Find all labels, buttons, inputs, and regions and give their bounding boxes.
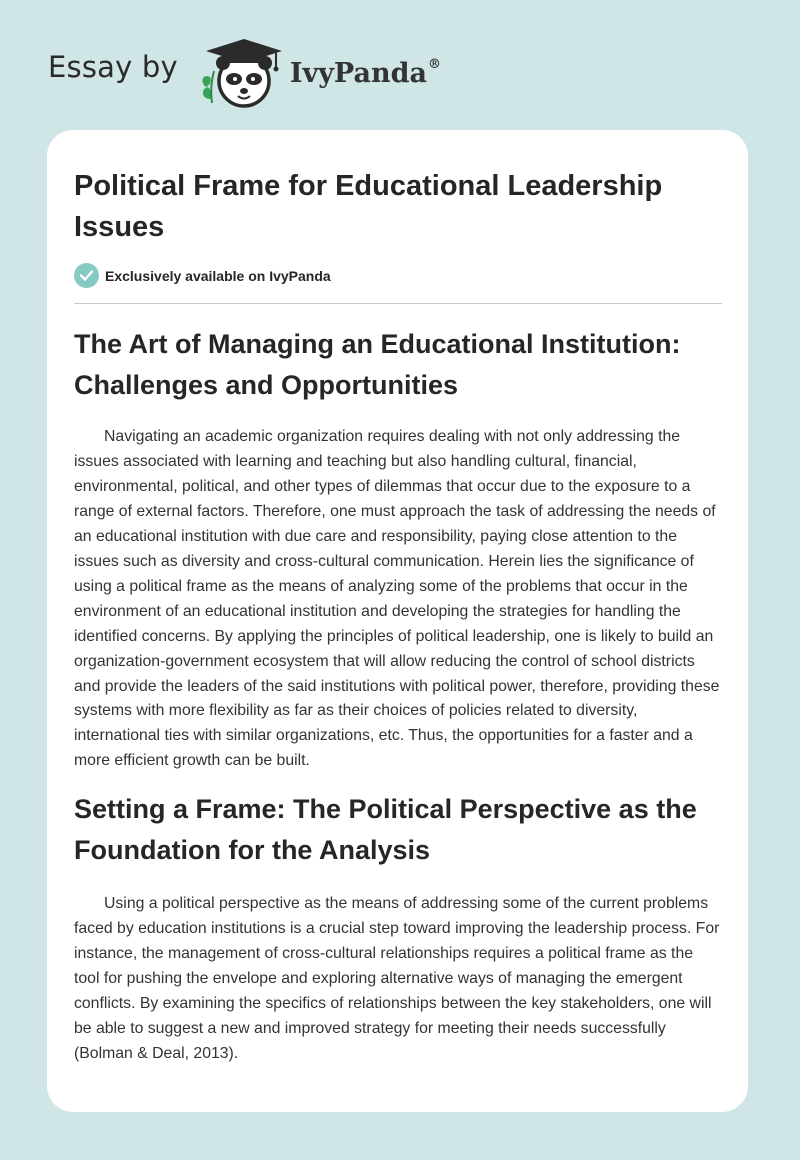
site-header [48,34,441,114]
essay-by-label: Essay by [48,50,178,84]
essay-card [47,130,748,1112]
divider [74,303,722,304]
panda-graduation-cap-icon [196,33,286,111]
badge-text: Exclusively available on IvyPanda [105,267,331,284]
section-paragraph: Using a political perspective as the means of addressing some of the current problems faced by education institutions is a crucial step toward improving the leadership process. For instance, the management of cross-cultural relationships requires a political frame as the tool for pushing the envelope and exploring alternative ways of managing the emergent conflicts. By examining the specifics of relationships between the key stakeholders, one will be able to suggest a new and improved strategy for meeting their needs successfully (Bolman & Deal, 2013). [74,895,720,1062]
check-circle-icon [74,263,99,288]
page-title: Political Frame for Educational Leadership Issues [74,170,663,243]
registered-mark: ® [427,57,441,72]
brand-text: IvyPanda [289,58,427,89]
brand-name[interactable] [290,57,441,89]
section-heading: Setting a Frame: The Political Perspective as the Foundation for the Analysis [74,794,697,865]
section-heading: The Art of Managing an Educational Institution: Challenges and Opportunities [74,329,681,400]
section-paragraph: Navigating an academic organization requires dealing with not only addressing the issues associated with learning and teaching but also handling cultural, financial, environmental, political, and other types of dilemmas that occur due to the exposure to a range of external factors. Therefore, one must approach the task of addressing the needs of an educational institution with due care and responsibility, paying close attention to the issues such as diversity and cross-cultural communication. Herein lies the significance of using a political frame as the means of analyzing some of the problems that occur in the environment of an educational institution and developing the strategies for handling the identified concerns. By applying the principles of political leadership, one is likely to build an organization-government ecosystem that will allow reducing the control of school districts and provide the leaders of the said institutions with political power, therefore, providing these systems with more flexibility as far as their choices of policies related to diversity, international ties with similar organizations, etc. Thus, the opportunities for a faster and a more efficient growth can be built. [74,428,720,770]
exclusive-badge [74,263,331,288]
